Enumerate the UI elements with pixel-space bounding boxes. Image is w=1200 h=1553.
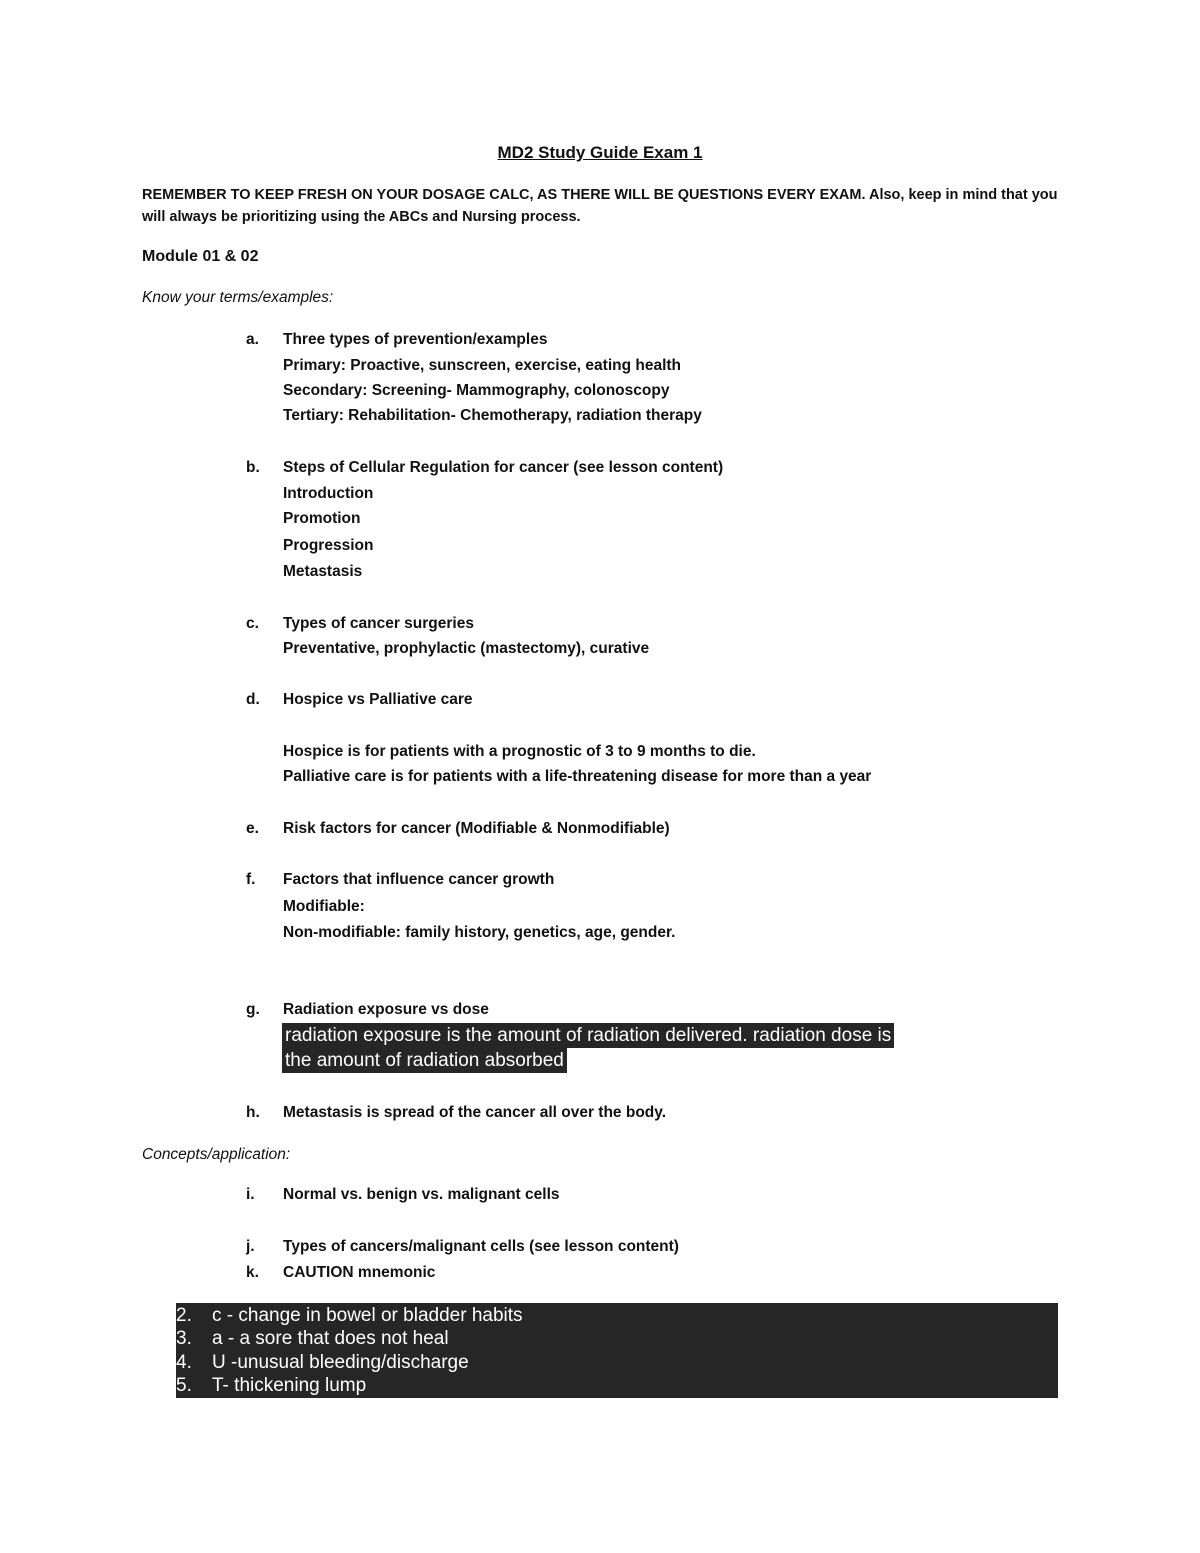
list-item: T- thickening lump (212, 1375, 367, 1396)
item-b-line: Metastasis (283, 563, 363, 580)
list-item: c - change in bowel or bladder habits (212, 1305, 523, 1326)
item-b-line: Progression (283, 537, 374, 554)
item-a-line: Tertiary: Rehabilitation- Chemotherapy, radiation therapy (283, 407, 702, 424)
item-b-line: Introduction (283, 485, 374, 502)
item-e-line: Risk factors for cancer (Modifiable & Nonmodifiable) (283, 820, 670, 837)
item-label-b: b. (246, 459, 260, 476)
item-label-c: c. (246, 615, 259, 632)
item-d-line: Palliative care is for patients with a life-threatening disease for more than a year (283, 768, 872, 785)
list-number: 4. (176, 1352, 192, 1373)
item-label-i: i. (246, 1186, 255, 1203)
item-b-line: Steps of Cellular Regulation for cancer (see lesson content) (283, 459, 724, 476)
caution-mnemonic-block (176, 1303, 1058, 1398)
item-label-f: f. (246, 871, 256, 888)
item-c-line: Preventative, prophylactic (mastectomy), curative (283, 640, 650, 657)
concepts-heading: Concepts/application: (142, 1146, 291, 1163)
item-d-line: Hospice vs Palliative care (283, 691, 473, 708)
highlighted-answer-line: radiation exposure is the amount of radiation delivered. radiation dose is (282, 1023, 894, 1048)
page-title: MD2 Study Guide Exam 1 (497, 143, 703, 162)
list-item: U -unusual bleeding/discharge (212, 1352, 469, 1373)
list-number: 3. (176, 1328, 192, 1349)
item-g-line: Radiation exposure vs dose (283, 1001, 489, 1018)
item-label-h: h. (246, 1104, 260, 1121)
item-i-line: Normal vs. benign vs. malignant cells (283, 1186, 560, 1203)
item-label-a: a. (246, 331, 259, 348)
item-c-line: Types of cancer surgeries (283, 615, 474, 632)
item-label-d: d. (246, 691, 260, 708)
item-f-line: Modifiable: (283, 898, 365, 915)
item-j-line: Types of cancers/malignant cells (see lesson content) (283, 1238, 679, 1255)
exam-reminder-note: REMEMBER TO KEEP FRESH ON YOUR DOSAGE CALC, AS THERE WILL BE QUESTIONS EVERY EXAM. Also, keep in mind that you will always be prioritizing using the ABCs and Nursing process. (142, 187, 1058, 225)
item-h-line: Metastasis is spread of the cancer all over the body. (283, 1104, 667, 1121)
item-a-line: Three types of prevention/examples (283, 331, 548, 348)
item-f-line: Non-modifiable: family history, genetics, age, gender. (283, 924, 676, 941)
item-label-e: e. (246, 820, 259, 837)
item-label-g: g. (246, 1001, 260, 1018)
item-b-line: Promotion (283, 510, 361, 527)
list-number: 2. (176, 1305, 192, 1326)
item-label-j: j. (246, 1238, 255, 1255)
item-a-line: Primary: Proactive, sunscreen, exercise, eating health (283, 357, 682, 374)
item-a-line: Secondary: Screening- Mammography, colonoscopy (283, 382, 670, 399)
item-k-line: CAUTION mnemonic (283, 1264, 436, 1281)
terms-heading: Know your terms/examples: (142, 289, 334, 306)
item-f-line: Factors that influence cancer growth (283, 871, 555, 888)
list-number: 5. (176, 1375, 192, 1396)
module-heading: Module 01 & 02 (142, 248, 259, 265)
list-item: a - a sore that does not heal (212, 1328, 449, 1349)
item-label-k: k. (246, 1264, 259, 1281)
highlighted-answer-line: the amount of radiation absorbed (282, 1048, 567, 1073)
item-d-line: Hospice is for patients with a prognostic of 3 to 9 months to die. (283, 743, 756, 760)
